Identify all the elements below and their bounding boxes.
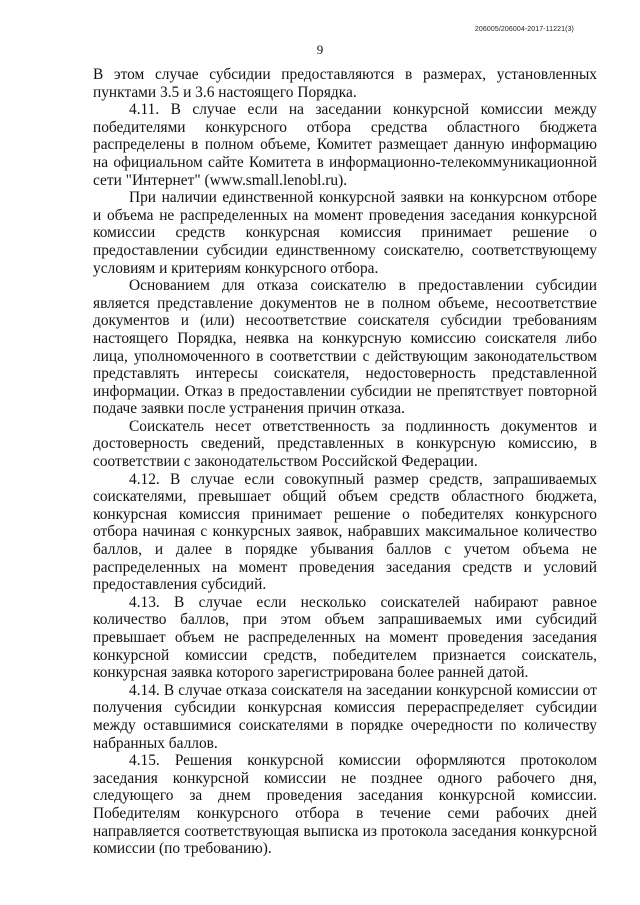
paragraph-4-15: 4.15. Решения конкурсной комиссии оформляются протоколом заседания конкурсной комиссии не позднее одного рабочего дня, следующего за днем проведения заседания конкурсной комиссии. Победителям конкурсного отбора в течение семи рабочих дней направляется соответствующая выписка из протокола заседания конкурсной комиссии (по требованию). — [93, 752, 597, 858]
page-number: 9 — [316, 42, 324, 57]
document-body — [93, 66, 597, 858]
paragraph: Соискатель несет ответственность за подлинность документов и достоверность сведений, представленных в конкурсную комиссию, в соответствии с законодательством Российской Федерации. — [93, 417, 597, 471]
paragraph: Основанием для отказа соискателю в предоставлении субсидии является представление документов не в полном объеме, несоответствие документов и (или) несоответствие соискателя субсидии требованиям настоящего Порядка, неявка на конкурсную комиссию соискателя либо лица, уполномоченного в соответствии с действующим законодательством представлять интересы соискателя, недостоверность представленной информации. Отказ в предоставлении субсидии не препятствует повторной подаче заявки после устранения причин отказа. — [93, 277, 597, 418]
paragraph-4-14: 4.14. В случае отказа соискателя на заседании конкурсной комиссии от получения субсидии конкурсная комиссия перераспределяет субсидии между оставшимися соискателями в порядке очередности по количеству набранных баллов. — [93, 681, 597, 752]
paragraph: При наличии единственной конкурсной заявки на конкурсном отборе и объема не распределенных на момент проведения заседания конкурсной комиссии средств конкурсная комиссия принимает решение о предоставлении субсидии единственному соискателю, соответствующему условиям и критериям конкурсного отбора. — [93, 189, 597, 277]
paragraph-4-12: 4.12. В случае если совокупный размер средств, запрашиваемых соискателями, превышает общий объем средств областного бюджета, конкурсная комиссия принимает решение о победителях конкурсного отбора начиная с конкурсных заявок, набравших максимальное количество баллов, и далее в порядке убывания баллов с учетом объема не распределенных на момент проведения заседания средств и условий предоставления субсидий. — [93, 470, 597, 594]
paragraph: В этом случае субсидии предоставляются в размерах, установленных пунктами 3.5 и 3.6 настоящего Порядка. — [93, 66, 597, 101]
document-id: 206005/206004-2017-11221(3) — [474, 26, 574, 33]
paragraph-4-11: 4.11. В случае если на заседании конкурсной комиссии между победителями конкурсного отбора средства областного бюджета распределены в полном объеме, Комитет размещает данную информацию на официальном сайте Комитета в информационно-телекоммуникационной сети "Интернет" (www.small.lenobl.ru). — [93, 101, 597, 189]
paragraph-4-13: 4.13. В случае если несколько соискателей набирают равное количество баллов, при этом объем запрашиваемых ими субсидий превышает объем не распределенных на момент проведения заседания конкурсной комиссии средств, победителем признается соискатель, конкурсная заявка которого зарегистрирована более ранней датой. — [93, 593, 597, 682]
